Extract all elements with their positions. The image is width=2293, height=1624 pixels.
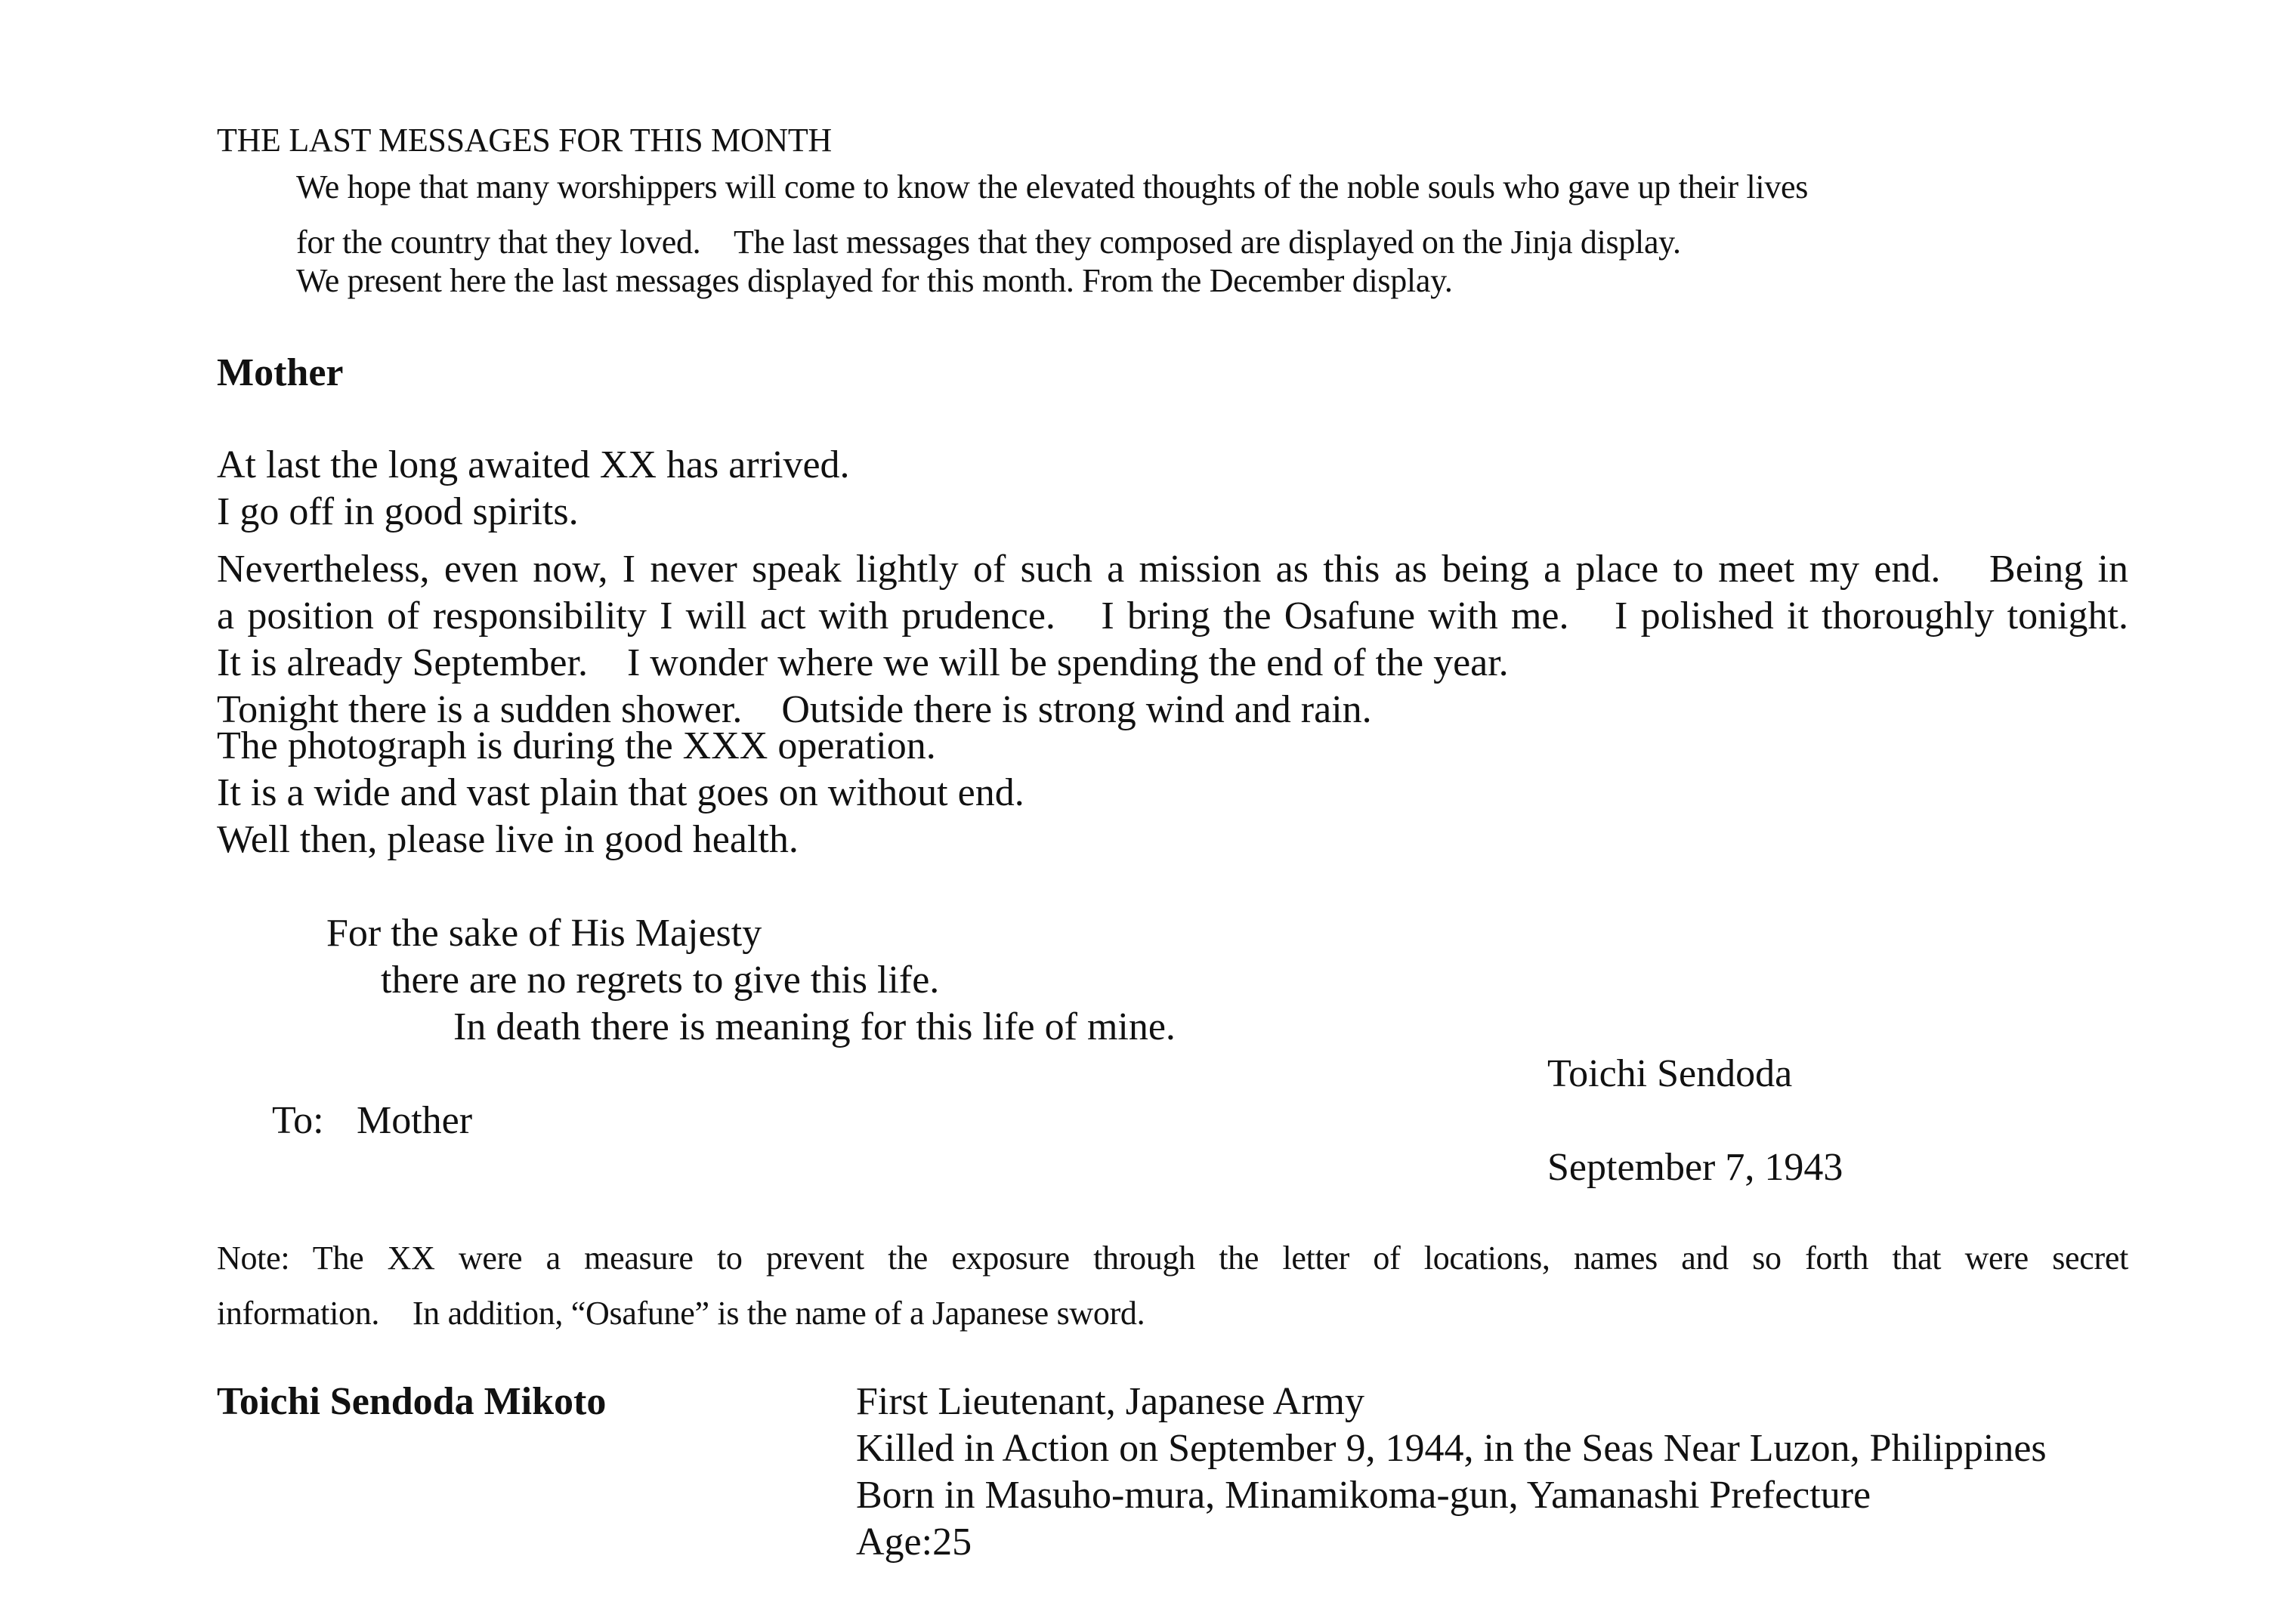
note-line: Note: The XX were a measure to prevent the exposure through the letter of locations, names and so forth that were secret xyxy=(217,1240,2128,1277)
profile-detail: Age:25 xyxy=(856,1521,972,1564)
section-title: THE LAST MESSAGES FOR THIS MONTH xyxy=(217,122,832,159)
letter-line: Well then, please live in good health. xyxy=(217,818,799,861)
poem-line: In death there is meaning for this life of mine. xyxy=(453,1005,1176,1048)
profile-detail: First Lieutenant, Japanese Army xyxy=(856,1380,1364,1423)
letter-line: Tonight there is a sudden shower. Outside there is strong wind and rain. xyxy=(217,688,1372,731)
profile-name: Toichi Sendoda Mikoto xyxy=(217,1380,607,1423)
profile-detail: Born in Masuho-mura, Minamikoma-gun, Yamanashi Prefecture xyxy=(856,1474,1871,1517)
letter-line: It is a wide and vast plain that goes on without end. xyxy=(217,771,1024,814)
letter-line: At last the long awaited XX has arrived. xyxy=(217,443,850,486)
letter-salutation: Mother xyxy=(217,351,344,394)
intro-line: We hope that many worshippers will come to know the elevated thoughts of the noble souls who gave up their lives xyxy=(296,168,1809,205)
poem-line: there are no regrets to give this life. xyxy=(381,959,940,1002)
letter-recipient-name: Mother xyxy=(357,1099,473,1142)
letter-line: Nevertheless, even now, I never speak lightly of such a mission as this as being a place to meet my end. Being in xyxy=(217,548,2128,591)
letter-signature: Toichi Sendoda xyxy=(1547,1052,1793,1095)
profile-detail: Killed in Action on September 9, 1944, in the Seas Near Luzon, Philippines xyxy=(856,1427,2047,1470)
letter-line: I go off in good spirits. xyxy=(217,490,579,533)
poem-line: For the sake of His Majesty xyxy=(326,912,762,955)
letter-line: It is already September. I wonder where we will be spending the end of the year. xyxy=(217,641,1509,684)
letter-recipient-label: To: xyxy=(272,1099,324,1142)
letter-date: September 7, 1943 xyxy=(1547,1146,1843,1189)
intro-line: for the country that they loved. The last messages that they composed are displayed on the Jinja display. xyxy=(296,224,1681,261)
letter-line: a position of responsibility I will act with prudence. I bring the Osafune with me. I polished it thoroughly tonight. xyxy=(217,594,2128,638)
letter-line: The photograph is during the XXX operation. xyxy=(217,724,936,767)
intro-line: We present here the last messages displayed for this month. From the December display. xyxy=(296,262,1453,299)
note-line: information. In addition, “Osafune” is the name of a Japanese sword. xyxy=(217,1295,1145,1332)
